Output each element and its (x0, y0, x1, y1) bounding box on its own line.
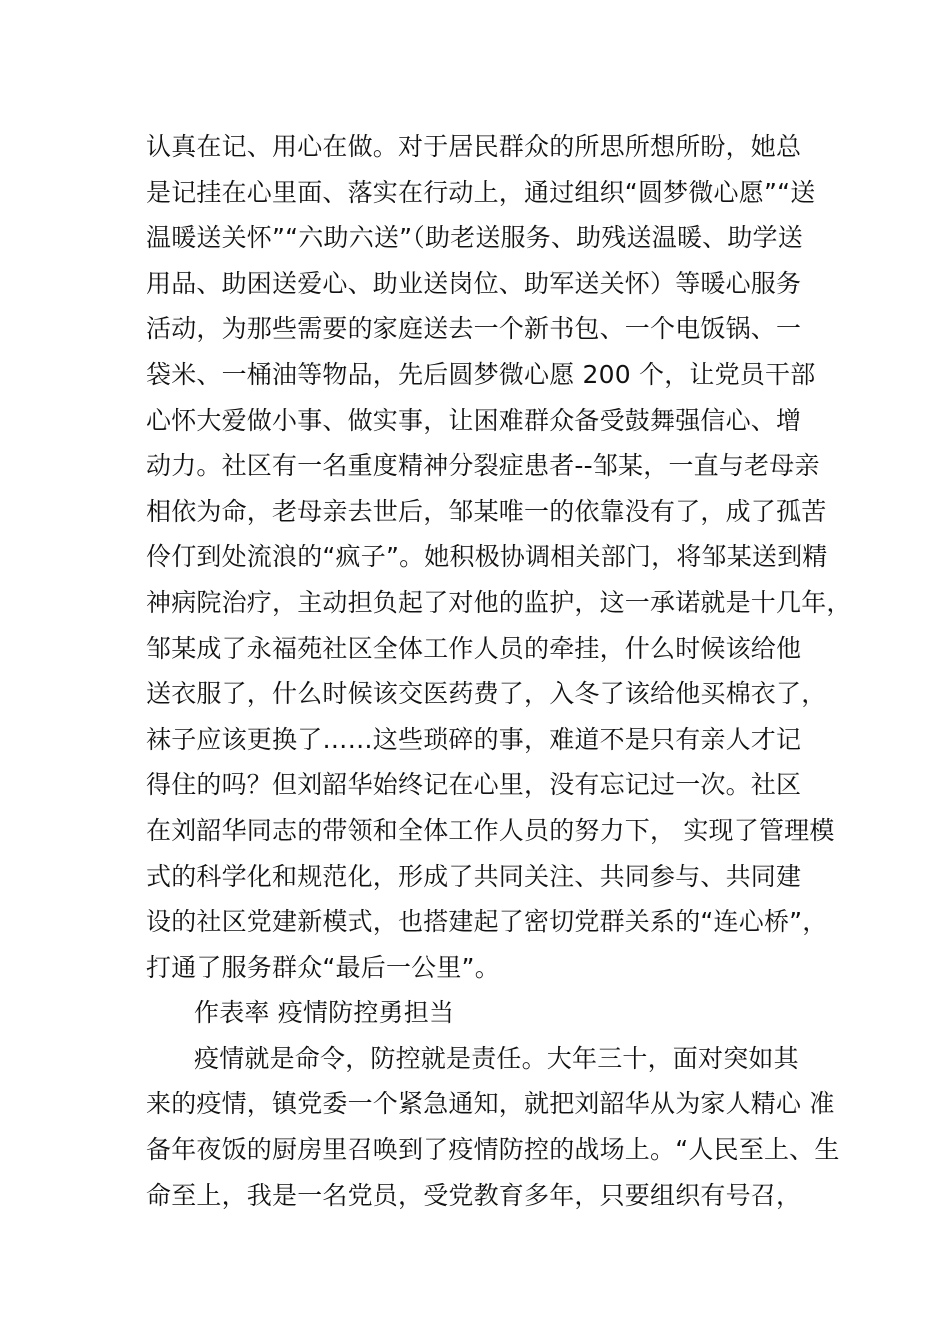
paragraph-line: 袋米、一桶油等物品，先后圆梦微心愿 200 个，让党员干部 (146, 359, 816, 389)
paragraph-line: 相依为命，老母亲去世后，邹某唯一的依靠没有了，成了孤苦 (146, 496, 827, 526)
paragraph-line: 是记挂在心里面、落实在行动上，通过组织“圆梦微心愿”“送 (146, 177, 816, 207)
paragraph-line: 伶仃到处流浪的“疯子”。她积极协调相关部门，将邹某送到精 (146, 542, 828, 572)
document-body (146, 124, 852, 1218)
paragraph-line: 式的科学化和规范化，形成了共同关注、共同参与、共同建 (146, 861, 802, 891)
paragraph-line: 在刘韶华同志的带领和全体工作人员的努力下， 实现了管理模 (146, 815, 835, 845)
paragraph-line: 命至上，我是一名党员，受党教育多年，只要组织有号召， (146, 1180, 802, 1210)
paragraph-line: 动力。社区有一名重度精神分裂症患者--邹某，一直与老母亲 (146, 451, 820, 481)
paragraph-line: 认真在记、用心在做。对于居民群众的所思所想所盼，她总 (146, 132, 802, 161)
paragraph-line: 神病院治疗，主动担负起了对他的监护，这一承诺就是十几年， (146, 587, 852, 617)
paragraph-line: 温暖送关怀”“六助六送”（助老送服务、助残送温暖、助学送 (146, 223, 803, 253)
paragraph-line: 得住的吗？但刘韶华始终记在心里，没有忘记过一次。社区 (146, 770, 802, 800)
paragraph-line: 心怀大爱做小事、做实事，让困难群众备受鼓舞强信心、增 (146, 405, 802, 435)
paragraph-line: 打通了服务群众“最后一公里”。 (146, 952, 500, 982)
paragraph-line: 来的疫情，镇党委一个紧急通知，就把刘韶华从为家人精心 准 (146, 1089, 835, 1119)
paragraph-line: 用品、助困送爱心、助业送岗位、助军送关怀）等暖心服务 (146, 268, 802, 298)
paragraph-line: 设的社区党建新模式，也搭建起了密切党群关系的“连心桥”， (146, 907, 828, 937)
paragraph-line: 备年夜饭的厨房里召唤到了疫情防控的战场上。“人民至上、生 (146, 1135, 840, 1165)
paragraph-line: 疫情就是命令，防控就是责任。大年三十，面对突如其 (194, 1043, 799, 1073)
paragraph-line: 送衣服了，什么时候该交医药费了，入冬了该给他买棉衣了， (146, 679, 827, 709)
paragraph-line: 邹某成了永福苑社区全体工作人员的牵挂，什么时候该给他 (146, 633, 802, 663)
section-heading: 作表率 疫情防控勇担当 (194, 998, 455, 1028)
paragraph-line: 袜子应该更换了……这些琐碎的事，难道不是只有亲人才记 (146, 724, 802, 754)
paragraph-line: 活动，为那些需要的家庭送去一个新书包、一个电饭锅、一 (146, 314, 802, 344)
